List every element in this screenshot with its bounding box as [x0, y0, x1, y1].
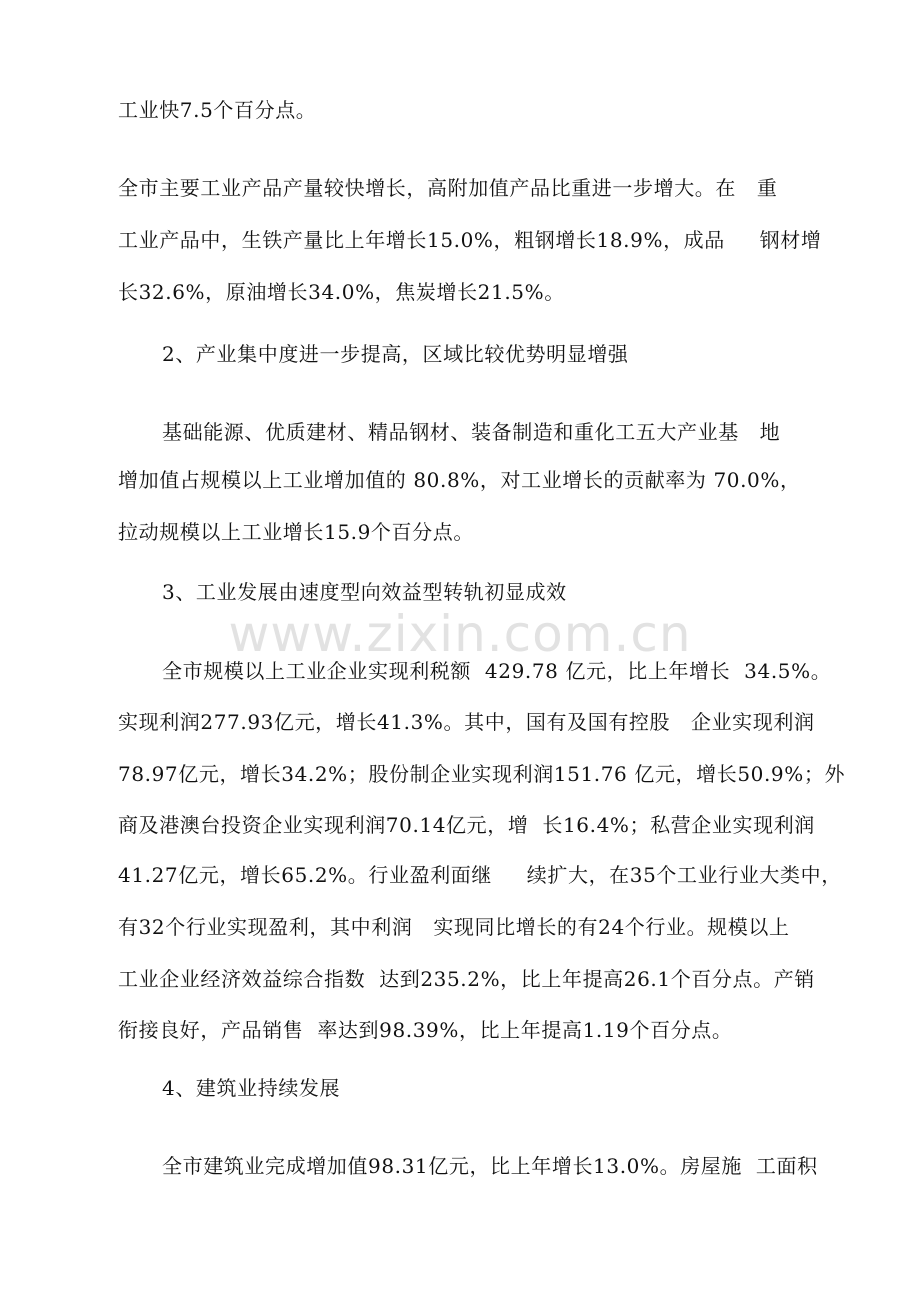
text-line: 商及港澳台投资企业实现利润70.14亿元，增 长16.4%；私营企业实现利润 [118, 813, 815, 837]
text-line: 78.97亿元，增长34.2%；股份制企业实现利润151.76 亿元，增长50.9%；外 [118, 762, 846, 786]
text-line: 41.27亿元，增长65.2%。行业盈利面继 续扩大，在35个工业行业大类中， [118, 863, 842, 887]
text-line: 实现利润277.93亿元，增长41.3%。其中，国有及国有控股 企业实现利润 [118, 710, 815, 734]
text-line: 工业快7.5个百分点。 [118, 98, 317, 122]
text-line: 全市建筑业完成增加值98.31亿元，比上年增长13.0%。房屋施 工面积 [162, 1154, 818, 1178]
text-line: 增加值占规模以上工业增加值的 80.8%，对工业增长的贡献率为 70.0%， [118, 468, 801, 492]
text-line: 全市规模以上工业企业实现利税额 429.78 亿元，比上年增长 34.5%。 [162, 659, 832, 683]
text-line: 基础能源、优质建材、精品钢材、装备制造和重化工五大产业基 地 [162, 420, 781, 444]
text-line: 全市主要工业产品产量较快增长，高附加值产品比重进一步增大。在 重 [118, 176, 778, 200]
text-line: 有32个行业实现盈利，其中利润 实现同比增长的有24个行业。规模以上 [118, 915, 790, 939]
text-line: 工业企业经济效益综合指数 达到235.2%，比上年提高26.1个百分点。产销 [118, 967, 815, 991]
section-heading: 2、产业集中度进一步提高，区域比较优势明显增强 [162, 342, 629, 366]
text-line: 长32.6%，原油增长34.0%，焦炭增长21.5%。 [118, 280, 565, 304]
watermark: www.zixin.com.cn [228, 605, 692, 663]
text-line: 工业产品中，生铁产量比上年增长15.0%，粗钢增长18.9%，成品 钢材增 [118, 228, 822, 252]
text-line: 拉动规模以上工业增长15.9个百分点。 [118, 520, 474, 544]
text-line: 衔接良好，产品销售 率达到98.39%，比上年提高1.19个百分点。 [118, 1018, 733, 1042]
section-heading: 3、工业发展由速度型向效益型转轨初显成效 [162, 580, 567, 604]
section-heading: 4、建筑业持续发展 [162, 1076, 341, 1100]
